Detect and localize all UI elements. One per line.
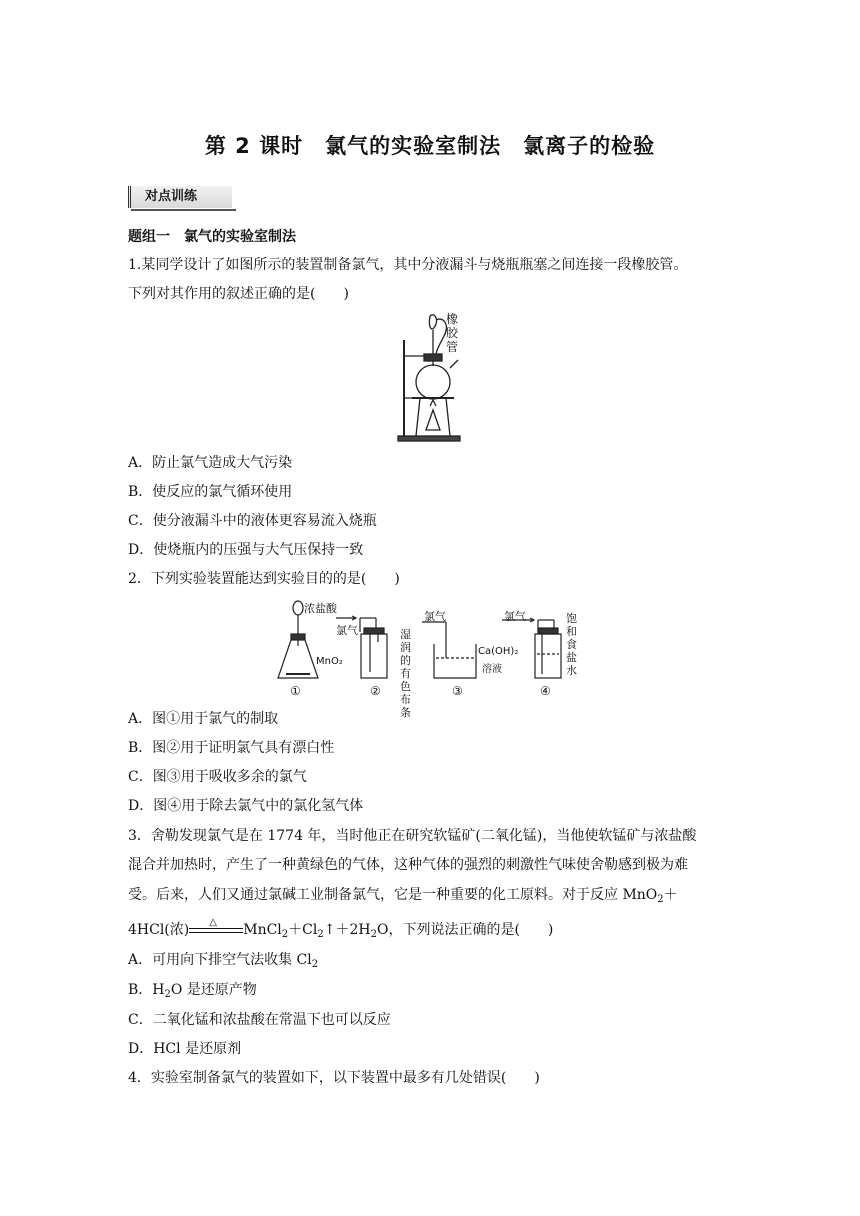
q2-fig-label-gas-2: 氯气	[336, 624, 358, 637]
q1-option-a: A．防止氯气造成大气污染	[128, 455, 293, 471]
q1-option-c: C．使分液漏斗中的液体更容易流入烧瓶	[128, 513, 377, 529]
q3-option-c: C．二氧化锰和浓盐酸在常温下也可以反应	[128, 1012, 391, 1028]
q2-fig-label-cloth: 湿润的有色布条	[400, 628, 411, 719]
q2-option-d: D．图④用于除去氯气中的氯化氢气体	[128, 798, 364, 814]
q2-fig-label-brine: 饱和食盐水	[566, 612, 577, 677]
q3-equation-line: 4HCl(浓) △ $MnCl_2+Cl_2↑+2H_2O$，下列说法正确的是( )	[128, 917, 554, 940]
q2-option-a: A．图①用于氯气的制取	[128, 711, 279, 727]
q3-option-d: D．HCl 是还原剂	[128, 1041, 242, 1057]
q2-fig-label-gas-4: 氯气	[504, 610, 526, 623]
heating-condition: △	[189, 923, 243, 937]
q1-option-b: B．使反应的氯气循环使用	[128, 484, 293, 500]
q2-fig-number-4: ④	[540, 684, 551, 698]
q2-fig-label-gas-3: 氯气	[424, 610, 446, 623]
q2-fig-label-hcl: 浓盐酸	[304, 602, 337, 615]
q2-fig-label-mno2: MnO₂	[316, 656, 343, 667]
q2-fig-label-solution: 溶液	[482, 664, 502, 675]
page-title: 第 2 课时 氯气的实验室制法 氯离子的检验	[204, 134, 656, 158]
q3-line2: 混合并加热时，产生了一种黄绿色的气体，这种气体的强烈的刺激性气味使舍勒感到极为难	[128, 857, 688, 873]
q2-option-b: B．图②用于证明氯气具有漂白性	[128, 740, 335, 756]
q1-stem-line2: 下列对其作用的叙述正确的是( )	[128, 286, 349, 302]
q3-option-a: A．可用向下排空气法收集 $Cl_2$	[128, 952, 319, 970]
q2-fig-number-3: ③	[452, 684, 463, 698]
q1-stem-line1: 1.某同学设计了如图所示的装置制备氯气，其中分液漏斗与烧瓶瓶塞之间连接一段橡胶管。	[128, 257, 688, 273]
q1-option-d: D．使烧瓶内的压强与大气压保持一致	[128, 542, 364, 558]
q3-line1: 3．舍勒发现氯气是在 1774 年，当时他正在研究软锰矿(二氧化锰)，当他使软锰矿与浓盐酸	[128, 828, 697, 844]
group-heading: 题组一 氯气的实验室制法	[128, 229, 296, 245]
q3-option-b: B．$H_2O$ 是还原产物	[128, 982, 257, 1000]
q4-stem: 4．实验室制备氯气的装置如下，以下装置中最多有几处错误( )	[128, 1070, 540, 1086]
q2-fig-number-2: ②	[370, 684, 381, 698]
q2-fig-number-1: ①	[290, 684, 301, 698]
q2-fig-label-caoh2: Ca(OH)₂	[478, 646, 519, 657]
q1-fig-label: 橡胶管	[446, 312, 459, 354]
q2-stem: 2．下列实验装置能达到实验目的的是( )	[128, 571, 400, 587]
q3-line3: 受。后来，人们又通过氯碱工业制备氯气，它是一种重要的化工原料。对于反应 MnO$_2$＋	[128, 887, 678, 905]
section-tag: 对点训练	[128, 186, 232, 208]
equation-lhs: 4HCl(浓)	[128, 922, 190, 938]
q2-option-c: C．图③用于吸收多余的氯气	[128, 769, 307, 785]
